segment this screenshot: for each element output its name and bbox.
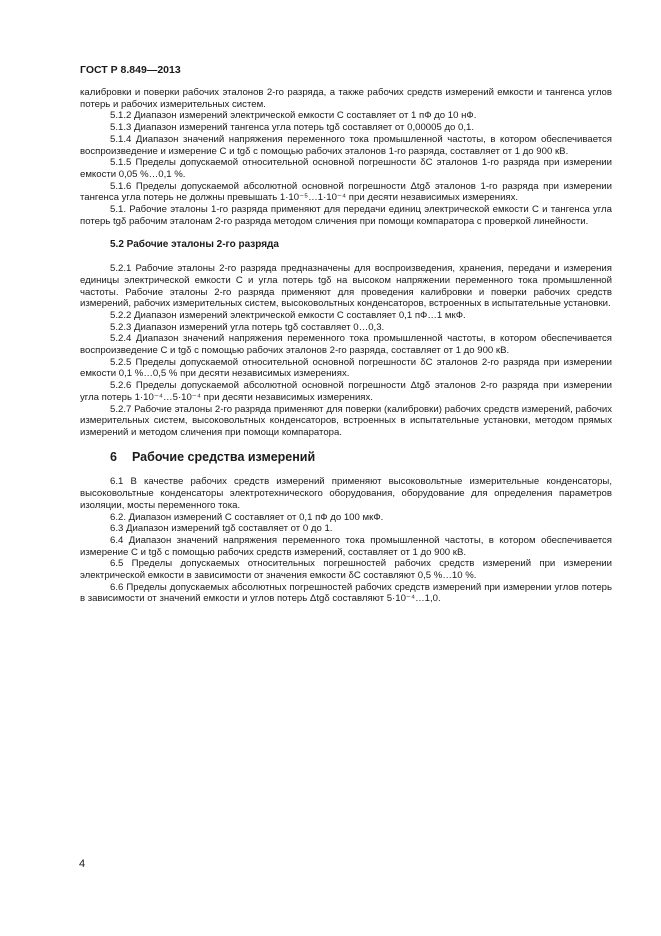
paragraph-6-6: 6.6 Пределы допускаемых абсолютных погрешностей рабочих средств измерений при измерении углов потерь в зависимости от значений емкости и углов потерь Δtgδ составляют 5·10⁻⁴…1,0. — [80, 581, 612, 605]
paragraph-5-1: 5.1. Рабочие эталоны 1-го разряда применяют для передачи единиц электрической емкости C и тангенса угла потерь tgδ рабочим эталонам 2-го разряда методом сличения при помощи компаратора с проверкой линейности. — [80, 204, 612, 227]
paragraph-6-3: 6.3 Диапазон измерений tgδ составляет от 0 до 1. — [110, 523, 333, 535]
page-number: 4 — [79, 858, 86, 870]
section-title: Рабочие средства измерений — [132, 449, 316, 464]
paragraph-5-1-4: 5.1.4 Диапазон значений напряжения переменного тока промышленной частоты, в котором обеспечивается воспроизведение и измерение C и tgδ с помощью рабочих эталонов 1-го разряда, составляет от 1 до 900 кВ. — [80, 133, 612, 157]
paragraph-5-1-2: 5.1.2 Диапазон измерений электрической емкости C составляет от 1 пФ до 10 нФ. — [110, 110, 477, 122]
section-heading-5-2: 5.2 Рабочие эталоны 2-го разряда — [110, 239, 279, 251]
paragraph-5-1-6: 5.1.6 Пределы допускаемой абсолютной основной погрешности Δtgδ эталонов 1-го разряда при измерении тангенса угла потерь не должны превышать 1·10⁻⁵…1·10⁻⁴ при десяти независимых измерениях. — [80, 180, 612, 204]
paragraph-6-4: 6.4 Диапазон значений напряжения переменного тока промышленной частоты, в котором обеспечивается измерение C и tgδ с помощью рабочих средств измерений, составляет от 1 до 900 кВ. — [80, 534, 612, 558]
paragraph-5-2-4: 5.2.4 Диапазон значений напряжения переменного тока промышленной частоты, в котором обеспечивается воспроизведение C и tgδ с помощью рабочих эталонов 2-го разряда, составляет от 1 до 900 кВ. — [80, 333, 612, 357]
document-header: ГОСТ Р 8.849—2013 — [80, 64, 181, 76]
paragraph-intro: калибровки и поверки рабочих эталонов 2-го разряда, а также рабочих средств измерений емкости и тангенса углов потерь и рабочих измерительных систем. — [80, 87, 612, 110]
section-number: 6 — [110, 449, 117, 464]
paragraph-5-1-5: 5.1.5 Пределы допускаемой относительной основной погрешности δC эталонов 1-го разряда при измерении емкости 0,05 %…0,1 %. — [80, 157, 612, 180]
section-heading-6 — [110, 449, 612, 464]
paragraph-5-1-3: 5.1.3 Диапазон измерений тангенса угла потерь tgδ составляет от 0,00005 до 0,1. — [110, 122, 475, 134]
paragraph-5-2-5: 5.2.5 Пределы допускаемой относительной основной погрешности δC эталонов 2-го разряда при измерении емкости 0,1 %…0,5 % при десяти независимых измерениях. — [80, 356, 612, 380]
paragraph-6-1: 6.1 В качестве рабочих средств измерений применяют высоковольтные измерительные конденсаторы, высоковольтные конденсаторы электротехнического оборудования, оборудование для определения параметров изоляции, мосты переменного тока. — [80, 476, 612, 511]
paragraph-6-5: 6.5 Пределы допускаемых относительных погрешностей рабочих средств измерений при измерении электрической емкости в зависимости от значения емкости δC составляют 0,5 %…10 %. — [80, 558, 612, 582]
paragraph-5-2-1: 5.2.1 Рабочие эталоны 2-го разряда предназначены для воспроизведения, хранения, передачи и измерения единицы электрической емкости C и угла потерь tgδ на высоком напряжении переменного тока промышленной частоты. Рабочие эталоны 2-го разряда применяют для проведения калибровки и поверки рабочих средств измерений, рабочих измерительных систем, высоковольтных конденсаторов, встроенных в испытательные установки. — [80, 263, 612, 310]
paragraph-5-2-2: 5.2.2 Диапазон измерений электрической емкости C составляет 0,1 пФ…1 мкФ. — [110, 309, 466, 321]
paragraph-5-2-6: 5.2.6 Пределы допускаемой абсолютной основной погрешности Δtgδ эталонов 2-го разряда при измерении угла потерь 1·10⁻⁴…5·10⁻⁴ при десяти независимых измерениях. — [80, 380, 612, 403]
paragraph-5-2-7: 5.2.7 Рабочие эталоны 2-го разряда применяют для поверки (калибровки) рабочих средств измерений, рабочих измерительных систем, высоковольтных конденсаторов, встроенных в испытательные установки, методом прямых измерений и методом сличения при помощи компаратора. — [80, 403, 612, 438]
paragraph-5-2-3: 5.2.3 Диапазон измерений угла потерь tgδ составляет 0…0,3. — [110, 321, 385, 333]
document-body — [80, 87, 612, 605]
paragraph-6-2: 6.2. Диапазон измерений C составляет от 0,1 пФ до 100 мкФ. — [110, 511, 384, 523]
